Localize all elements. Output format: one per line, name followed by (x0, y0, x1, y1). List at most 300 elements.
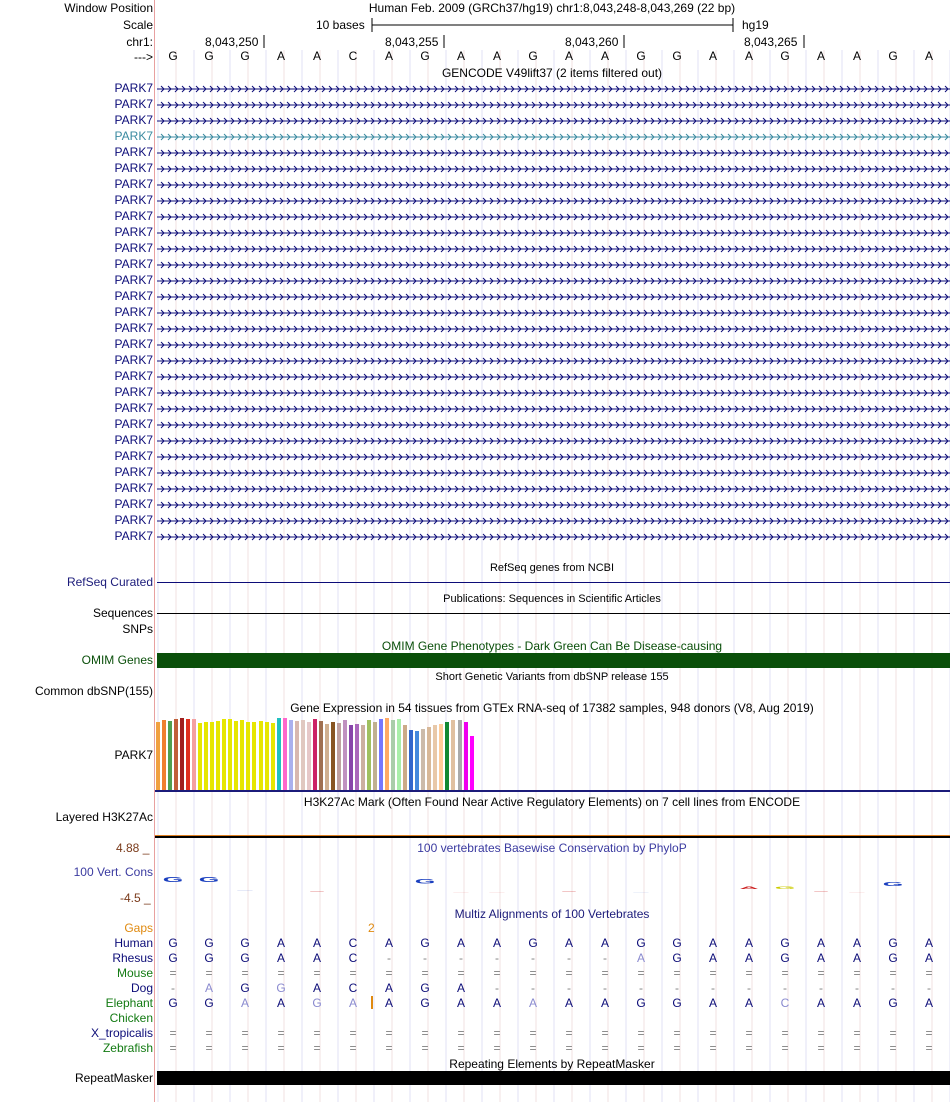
gtex-tissue-bar[interactable] (458, 720, 462, 790)
alignment-base: A (708, 996, 717, 1010)
gencode-transcript-line[interactable] (157, 244, 950, 254)
alignment-base: = (241, 1026, 249, 1040)
alignment-base: G (780, 951, 790, 965)
alignment-base: = (529, 1026, 537, 1040)
insertion-marker (371, 996, 373, 1009)
alignment-base: = (277, 1041, 285, 1055)
conservation-glyph: ~ (813, 889, 829, 893)
repeatmasker-label[interactable]: RepeatMasker (74, 1071, 153, 1085)
alignment-base: = (673, 966, 681, 980)
gtex-tissue-bar[interactable] (222, 719, 226, 790)
alignment-base: = (601, 966, 609, 980)
coord-tick-1: 8,043,250 (205, 35, 259, 49)
omim-label[interactable]: OMIM Genes (81, 653, 153, 667)
gtex-tissue-bar[interactable] (355, 724, 359, 790)
gtex-tissue-bar[interactable] (289, 720, 293, 790)
gtex-tissue-bar[interactable] (331, 722, 335, 790)
alignment-base: A (744, 951, 753, 965)
alignment-base: G (312, 996, 322, 1010)
conservation-logo[interactable] (155, 868, 950, 893)
alignment-base: = (457, 1026, 465, 1040)
alignment-base: A (312, 951, 321, 965)
gencode-transcript-line[interactable] (157, 452, 950, 462)
publications-label-sequences[interactable]: Sequences (92, 606, 153, 620)
alignment-base: G (168, 951, 178, 965)
alignment-base: - (783, 981, 787, 995)
alignment-base: G (204, 951, 214, 965)
repeatmasker-element-bar[interactable] (157, 1071, 950, 1085)
sequence-base: G (636, 49, 646, 63)
gtex-tissue-bar[interactable] (295, 721, 299, 790)
conservation-min: -4.5 _ (120, 891, 151, 905)
gencode-transcript-label[interactable]: PARK7 (114, 129, 153, 143)
gencode-transcript-label[interactable]: PARK7 (114, 257, 153, 271)
alignment-base: = (349, 1041, 357, 1055)
alignment-base: = (889, 1041, 897, 1055)
alignment-base: A (240, 996, 249, 1010)
species-label-dog[interactable]: Dog (130, 981, 153, 995)
alignment-base: - (675, 981, 679, 995)
gtex-tissue-bar[interactable] (168, 721, 172, 790)
multiz-title[interactable]: Multiz Alignments of 100 Vertebrates (454, 907, 650, 921)
gencode-transcript-line[interactable] (157, 436, 950, 446)
gencode-transcript-line[interactable] (157, 388, 950, 398)
gtex-tissue-bar[interactable] (252, 722, 256, 790)
alignment-base: = (169, 1041, 177, 1055)
alignment-base: A (708, 936, 717, 950)
species-label-x_tropicalis[interactable]: X_tropicalis (90, 1026, 153, 1040)
gtex-tissue-bar[interactable] (367, 720, 371, 790)
alignment-base: C (348, 951, 358, 965)
gtex-tissue-bar[interactable] (445, 722, 449, 790)
alignment-base: = (853, 966, 861, 980)
alignment-base: - (639, 981, 643, 995)
alignment-base: G (240, 981, 250, 995)
alignment-base: = (565, 966, 573, 980)
gtex-tissue-bar[interactable] (337, 723, 341, 790)
gencode-transcript-line[interactable] (157, 532, 950, 542)
gtex-tissue-bar[interactable] (373, 722, 377, 790)
gtex-tissue-bar[interactable] (271, 723, 275, 790)
gtex-tissue-bar[interactable] (186, 719, 190, 790)
gtex-tissue-bar[interactable] (180, 718, 184, 790)
alignment-base: = (673, 1041, 681, 1055)
alignment-base: - (531, 951, 535, 965)
scale-bar (370, 17, 736, 33)
sequence-base: A (744, 49, 753, 63)
gtex-tissue-bar[interactable] (421, 729, 425, 790)
gencode-transcript-label[interactable]: PARK7 (114, 417, 153, 431)
scale-text: 10 bases (316, 18, 365, 32)
gtex-tissue-bar[interactable] (379, 719, 383, 790)
gencode-transcript-label[interactable]: PARK7 (114, 465, 153, 479)
gtex-tissue-bar[interactable] (415, 731, 419, 790)
gtex-title[interactable]: Gene Expression in 54 tissues from GTEx RNA-seq of 17382 samples, 948 donors (V8, Aug 2019) (290, 701, 814, 715)
sequence-base: A (852, 49, 861, 63)
gencode-transcript-line[interactable] (157, 180, 950, 190)
alignment-base: = (421, 966, 429, 980)
sequence-base: A (276, 49, 285, 63)
alignment-base: = (709, 1041, 717, 1055)
gencode-transcript-line[interactable] (157, 276, 950, 286)
gencode-transcript-label[interactable]: PARK7 (114, 529, 153, 543)
alignment-base: = (781, 1041, 789, 1055)
strand-label: ---> (134, 50, 153, 64)
gtex-tissue-bar[interactable] (391, 720, 395, 790)
alignment-base: = (925, 1041, 933, 1055)
gtex-tissue-bar[interactable] (385, 718, 389, 790)
alignment-base: C (780, 996, 790, 1010)
gencode-transcript-label[interactable]: PARK7 (114, 209, 153, 223)
sequence-base: G (240, 49, 250, 63)
alignment-base: = (385, 966, 393, 980)
gencode-transcript-label[interactable]: PARK7 (114, 321, 153, 335)
gtex-tissue-bar[interactable] (313, 719, 317, 790)
alignment-base: = (601, 1026, 609, 1040)
alignment-base: = (313, 966, 321, 980)
alignment-base: = (349, 1026, 357, 1040)
alignment-base: A (600, 996, 609, 1010)
gencode-transcript-line[interactable] (157, 500, 950, 510)
alignment-base: A (276, 996, 285, 1010)
alignment-base: A (312, 981, 321, 995)
gencode-transcript-label[interactable]: PARK7 (114, 273, 153, 287)
alignment-base: = (493, 1026, 501, 1040)
alignment-base: = (925, 1026, 933, 1040)
conservation-glyph: G (414, 878, 436, 886)
gencode-transcript-line[interactable] (157, 212, 950, 222)
gtex-tissue-bar[interactable] (210, 722, 214, 790)
gtex-tissue-bar[interactable] (439, 724, 443, 790)
gtex-tissue-bar[interactable] (240, 720, 244, 790)
gencode-transcript-line[interactable] (157, 196, 950, 206)
gencode-transcript-label[interactable]: PARK7 (114, 193, 153, 207)
alignment-base: G (420, 981, 430, 995)
dbsnp-label[interactable]: Common dbSNP(155) (34, 684, 153, 698)
sequence-base: G (168, 49, 178, 63)
scale-db: hg19 (742, 18, 769, 32)
conservation-glyph: _ (237, 887, 253, 892)
conservation-glyph: G (198, 875, 220, 884)
alignment-base: - (603, 981, 607, 995)
gtex-tissue-bar[interactable] (397, 719, 401, 790)
alignment-base: = (781, 1026, 789, 1040)
gencode-transcript-line[interactable] (157, 164, 950, 174)
gtex-tissue-bar[interactable] (403, 725, 407, 790)
refseq-label[interactable]: RefSeq Curated (66, 575, 153, 589)
alignment-base: A (384, 996, 393, 1010)
conservation-max: 4.88 _ (116, 841, 150, 855)
alignment-base: G (888, 951, 898, 965)
gencode-transcript-label[interactable]: PARK7 (114, 241, 153, 255)
alignment-base: A (816, 936, 825, 950)
gtex-tissue-bar[interactable] (301, 720, 305, 790)
alignment-base: = (889, 966, 897, 980)
sequence-base: A (816, 49, 825, 63)
gencode-transcript-label[interactable]: PARK7 (114, 449, 153, 463)
gencode-transcript-line[interactable] (157, 228, 950, 238)
species-label-chicken[interactable]: Chicken (109, 1011, 153, 1025)
alignment-base: A (564, 996, 573, 1010)
alignment-base: G (240, 951, 250, 965)
gtex-tissue-bar[interactable] (470, 736, 474, 790)
gencode-transcript-line[interactable] (157, 260, 950, 270)
gtex-tissue-bar[interactable] (156, 722, 160, 790)
gencode-transcript-label[interactable]: PARK7 (114, 353, 153, 367)
gencode-transcript-label[interactable]: PARK7 (114, 305, 153, 319)
gtex-tissue-bar[interactable] (464, 722, 468, 790)
conservation-glyph: G (882, 881, 904, 888)
alignment-base: = (349, 966, 357, 980)
scale-label: Scale (122, 18, 153, 32)
alignment-base: A (204, 981, 213, 995)
alignment-base: - (927, 981, 931, 995)
dbsnp-title[interactable]: Short Genetic Variants from dbSNP release 155 (435, 671, 669, 683)
gtex-tissue-bar[interactable] (204, 722, 208, 790)
publications-title[interactable]: Publications: Sequences in Scientific Articles (443, 593, 661, 605)
alignment-base: = (925, 966, 933, 980)
gencode-transcript-label[interactable]: PARK7 (114, 177, 153, 191)
sequence-base: A (600, 49, 609, 63)
alignment-base: G (168, 996, 178, 1010)
repeatmasker-title[interactable]: Repeating Elements by RepeatMasker (449, 1057, 655, 1071)
gtex-tissue-bar[interactable] (325, 724, 329, 790)
alignment-base: A (816, 996, 825, 1010)
alignment-base: A (384, 981, 393, 995)
refseq-track-line[interactable] (157, 582, 950, 583)
alignment-base: G (420, 936, 430, 950)
alignment-base: A (744, 996, 753, 1010)
gencode-transcript-line[interactable] (157, 404, 950, 414)
species-label-human[interactable]: Human (114, 936, 153, 950)
species-label-rhesus[interactable]: Rhesus (112, 951, 153, 965)
gencode-transcript-line[interactable] (157, 324, 950, 334)
alignment-base: A (276, 951, 285, 965)
h3k27ac-label[interactable]: Layered H3K27Ac (55, 810, 153, 824)
sequence-base: G (672, 49, 682, 63)
alignment-base: G (420, 996, 430, 1010)
alignment-base: G (636, 996, 646, 1010)
gtex-tissue-bar[interactable] (265, 722, 269, 790)
gtex-tissue-bar[interactable] (343, 720, 347, 790)
gtex-tissue-bar[interactable] (277, 718, 281, 790)
alignment-base: = (205, 1026, 213, 1040)
gaps-label: Gaps (124, 921, 153, 935)
conservation-title[interactable]: 100 vertebrates Basewise Conservation by PhyloP (417, 841, 687, 855)
alignment-base: A (852, 996, 861, 1010)
alignment-base: - (495, 981, 499, 995)
gtex-tissue-bar[interactable] (216, 721, 220, 790)
alignment-base: = (493, 966, 501, 980)
sequence-base: A (312, 49, 321, 63)
conservation-label[interactable]: 100 Vert. Cons (73, 865, 153, 879)
alignment-base: = (241, 1041, 249, 1055)
gencode-transcript-label[interactable]: PARK7 (114, 97, 153, 111)
gtex-tissue-bar[interactable] (246, 722, 250, 790)
alignment-base: A (492, 936, 501, 950)
alignment-base: A (456, 996, 465, 1010)
alignment-base: - (711, 981, 715, 995)
alignment-base: = (817, 966, 825, 980)
gencode-transcript-label[interactable]: PARK7 (114, 369, 153, 383)
gtex-label[interactable]: PARK7 (114, 748, 153, 762)
gtex-tissue-bar[interactable] (349, 725, 353, 790)
alignment-base: G (168, 936, 178, 950)
alignment-base: = (385, 1041, 393, 1055)
species-label-elephant[interactable]: Elephant (105, 996, 153, 1010)
alignment-base: C (348, 981, 358, 995)
alignment-base: A (276, 936, 285, 950)
gencode-transcript-label[interactable]: PARK7 (114, 113, 153, 127)
alignment-base: G (888, 936, 898, 950)
publications-label-snps[interactable]: SNPs (122, 622, 153, 636)
alignment-base: A (852, 951, 861, 965)
conservation-glyph: ~ (309, 889, 325, 893)
alignment-base: A (492, 996, 501, 1010)
gencode-transcript-line[interactable] (157, 132, 950, 142)
alignment-base: = (565, 1026, 573, 1040)
publications-track-line[interactable] (157, 613, 950, 614)
gencode-title[interactable]: GENCODE V49lift37 (2 items filtered out) (441, 66, 663, 80)
alignment-base: = (853, 1041, 861, 1055)
conservation-glyph: _ (849, 889, 865, 893)
gtex-tissue-bar[interactable] (192, 719, 196, 790)
gencode-transcript-line[interactable] (157, 340, 950, 350)
refseq-title[interactable]: RefSeq genes from NCBI (489, 562, 615, 574)
gencode-transcript-line[interactable] (157, 84, 950, 94)
gtex-baseline (155, 790, 950, 792)
alignment-base: G (276, 981, 286, 995)
alignment-base: = (313, 1026, 321, 1040)
alignment-base: G (204, 936, 214, 950)
alignment-base: - (387, 951, 391, 965)
alignment-base: A (384, 936, 393, 950)
gtex-tissue-bar[interactable] (259, 721, 263, 790)
alignment-base: = (889, 1026, 897, 1040)
window-position-label: Window Position (64, 1, 153, 15)
gencode-transcript-label[interactable]: PARK7 (114, 481, 153, 495)
sequence-base: G (528, 49, 538, 63)
gtex-tissue-bar[interactable] (451, 720, 455, 790)
alignment-base: - (531, 981, 535, 995)
alignment-base: = (529, 966, 537, 980)
gencode-transcript-line[interactable] (157, 484, 950, 494)
alignment-base: A (744, 936, 753, 950)
alignment-base: G (528, 936, 538, 950)
gtex-tissue-bar[interactable] (433, 725, 437, 790)
alignment-base: = (169, 966, 177, 980)
alignment-base: G (672, 951, 682, 965)
alignment-base: A (528, 996, 537, 1010)
gtex-bar-chart[interactable] (155, 716, 950, 790)
sequence-base: A (564, 49, 573, 63)
gtex-tissue-bar[interactable] (174, 719, 178, 790)
alignment-base: A (564, 936, 573, 950)
alignment-base: - (603, 951, 607, 965)
sequence-base: C (348, 49, 358, 63)
omim-phenotype-bar[interactable] (157, 653, 950, 668)
sequence-base: G (420, 49, 430, 63)
gencode-transcript-label[interactable]: PARK7 (114, 337, 153, 351)
gencode-transcript-label[interactable]: PARK7 (114, 161, 153, 175)
gap-count-marker: 2 (368, 921, 375, 935)
omim-title[interactable]: OMIM Gene Phenotypes - Dark Green Can Be Disease-causing (381, 639, 723, 653)
gtex-tissue-bar[interactable] (319, 721, 323, 790)
gtex-tissue-bar[interactable] (361, 725, 365, 790)
sequence-base: A (708, 49, 717, 63)
gencode-transcript-label[interactable]: PARK7 (114, 513, 153, 527)
gencode-transcript-line[interactable] (157, 372, 950, 382)
alignment-base: = (745, 966, 753, 980)
alignment-base: = (529, 1041, 537, 1055)
species-label-zebrafish[interactable]: Zebrafish (102, 1041, 153, 1055)
h3k27ac-signal-line (155, 835, 950, 836)
gtex-tissue-bar[interactable] (307, 722, 311, 790)
alignment-base: - (819, 981, 823, 995)
conservation-glyph: G (774, 885, 796, 890)
alignment-base: = (421, 1041, 429, 1055)
gencode-transcript-line[interactable] (157, 468, 950, 478)
gtex-tissue-bar[interactable] (228, 719, 232, 790)
gencode-transcript-label[interactable]: PARK7 (114, 145, 153, 159)
gtex-tissue-bar[interactable] (234, 721, 238, 790)
alignment-base: A (456, 981, 465, 995)
sequence-base: A (384, 49, 393, 63)
assembly-title: Human Feb. 2009 (GRCh37/hg19) chr1:8,043,248-8,043,269 (22 bp) (368, 1, 736, 15)
alignment-base: = (457, 1041, 465, 1055)
alignment-base: - (171, 981, 175, 995)
alignment-base: A (852, 936, 861, 950)
gtex-tissue-bar[interactable] (409, 730, 413, 790)
gencode-transcript-label[interactable]: PARK7 (114, 497, 153, 511)
gencode-transcript-line[interactable] (157, 148, 950, 158)
alignment-base: = (493, 1041, 501, 1055)
alignment-base: = (205, 966, 213, 980)
gencode-transcript-line[interactable] (157, 308, 950, 318)
alignment-base: A (636, 951, 645, 965)
alignment-base: = (745, 1026, 753, 1040)
gtex-tissue-bar[interactable] (283, 718, 287, 790)
gtex-tissue-bar[interactable] (427, 727, 431, 790)
gencode-transcript-line[interactable] (157, 516, 950, 526)
gencode-transcript-line[interactable] (157, 100, 950, 110)
alignment-base: G (240, 936, 250, 950)
alignment-base: = (637, 1026, 645, 1040)
gencode-transcript-line[interactable] (157, 292, 950, 302)
gencode-transcript-label[interactable]: PARK7 (114, 225, 153, 239)
alignment-base: G (672, 996, 682, 1010)
gencode-transcript-label[interactable]: PARK7 (114, 81, 153, 95)
alignment-base: = (853, 1026, 861, 1040)
gencode-transcript-line[interactable] (157, 116, 950, 126)
gtex-tissue-bar[interactable] (198, 723, 202, 790)
gencode-transcript-line[interactable] (157, 356, 950, 366)
gencode-transcript-label[interactable]: PARK7 (114, 385, 153, 399)
conservation-glyph: G (162, 875, 184, 884)
alignment-base: = (457, 966, 465, 980)
gencode-transcript-label[interactable]: PARK7 (114, 401, 153, 415)
alignment-base: - (747, 981, 751, 995)
gencode-transcript-label[interactable]: PARK7 (114, 289, 153, 303)
gencode-transcript-line[interactable] (157, 420, 950, 430)
gencode-transcript-label[interactable]: PARK7 (114, 433, 153, 447)
alignment-base: = (817, 1026, 825, 1040)
alignment-base: A (924, 996, 933, 1010)
gtex-tissue-bar[interactable] (162, 720, 166, 790)
species-label-mouse[interactable]: Mouse (116, 966, 153, 980)
alignment-base: = (421, 1026, 429, 1040)
h3k27ac-title[interactable]: H3K27Ac Mark (Often Found Near Active Regulatory Elements) on 7 cell lines from ENCODE (303, 795, 801, 809)
